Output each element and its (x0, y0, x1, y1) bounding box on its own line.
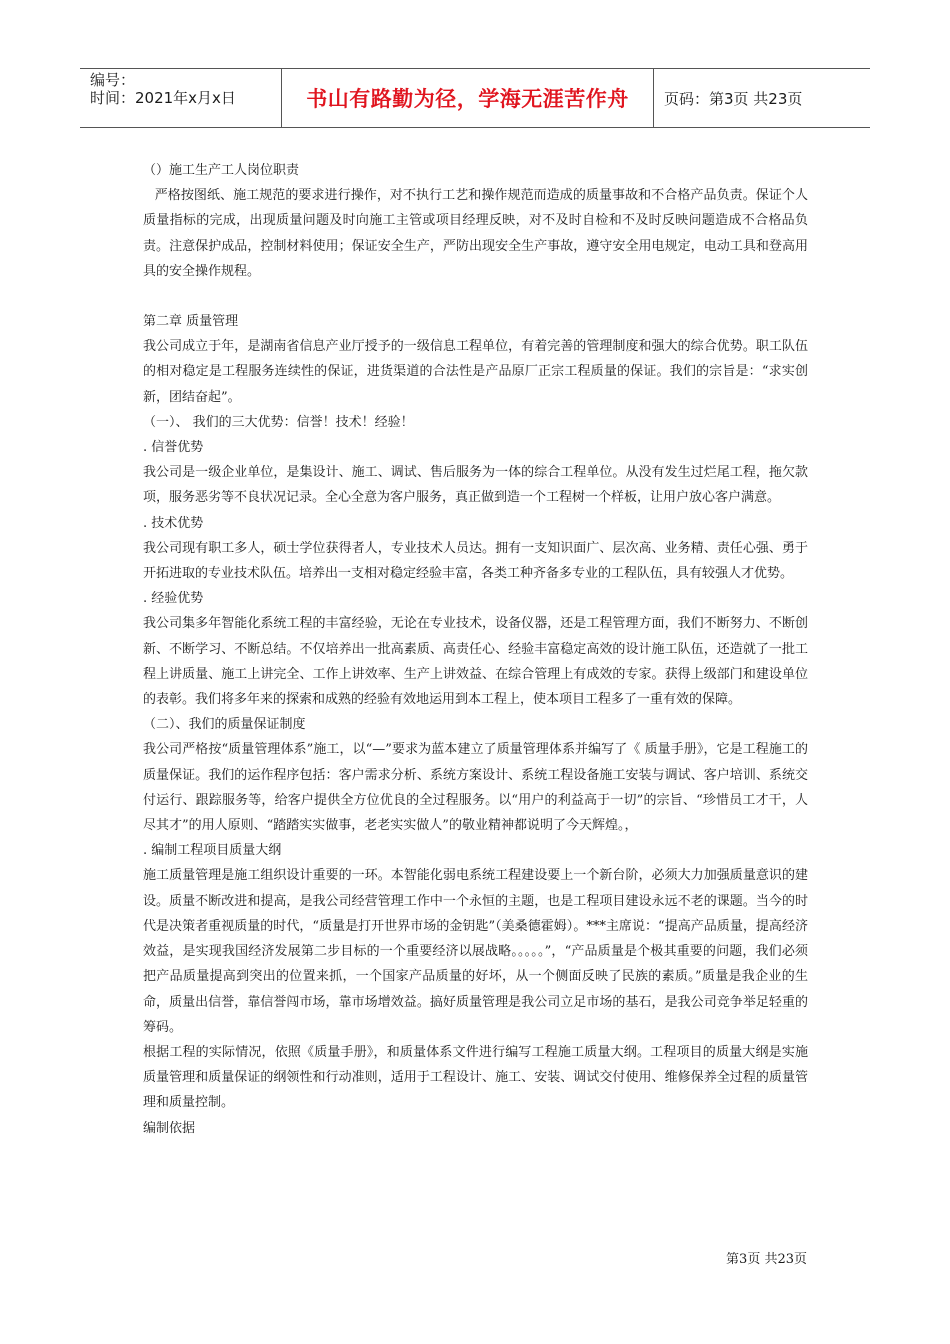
paragraph-11: 我公司集多年智能化系统工程的丰富经验，无论在专业技术，设备仪器，还是工程管理方面，我们不断努力、不断创新、不断学习、不断总结。不仅培养出一批高素质、高责任心、经验丰富稳定高效的设计施工队伍，还造就了一批工程上讲质量、施工上讲完全、工作上讲效率、生产上讲效益、在综合管理上有成效的专家。获得上级部门和建设单位的表彰。我们将多年来的探索和成熟的经验有效地运用到本工程上，使本项目工程多了一重有效的保障。 (143, 616, 808, 708)
paragraph-0: （）施工生产工人岗位职责 (143, 163, 300, 178)
paragraph-1: 严格按图纸、施工规范的要求进行操作，对不执行工艺和操作规范而造成的质量事故和不合格产品负责。保证个人质量指标的完成，出现质量问题及时向施工主管或项目经理反映，对不及时自检和不及时反映问题造成不合格品负责。注意保护成品，控制材料使用；保证安全生产，严防出现安全生产事故，遵守安全用电规定，电动工具和登高用具的安全操作规程。 (143, 188, 808, 279)
paragraph-9: 我公司现有职工多人，硕士学位获得者人，专业技术人员达。拥有一支知识面广、层次高、业务精、责任心强、勇于开拓进取的专业技术队伍。培养出一支相对稳定经验丰富，各类工种齐备多专业的工程队伍，具有较强人才优势。 (143, 540, 808, 582)
paragraph-16: 根据工程的实际情况，依照《质量手册》，和质量体系文件进行编写工程施工质量大纲。工程项目的质量大纲是实施质量管理和质量保证的纲领性和行动准则，适用于工程设计、施工、安装、调试交付使用、维修保养全过程的质量管理和质量控制。 (143, 1044, 808, 1111)
paragraph-7: 我公司是一级企业单位，是集设计、施工、调试、售后服务为一体的综合工程单位。从没有发生过烂尾工程，拖欠款项，服务恶劣等不良状况记录。全心全意为客户服务，真正做到造一个工程树一个样板，让用户放心客户满意。 (143, 465, 808, 506)
paragraph-4: 我公司成立于年，是湖南省信息产业厅授予的一级信息工程单位，有着完善的管理制度和强大的综合优势。职工队伍的相对稳定是工程服务连续性的保证，进货渠道的合法性是产品原厂正宗工程质量的保证。我们的宗旨是：“求实创新，团结奋起”。 (143, 339, 808, 405)
header-number-label: 编号： (90, 71, 136, 89)
header-motto: 书山有路勤为径，学海无涯苦作舟 (282, 69, 654, 127)
subheading-technology: . 技术优势 (143, 515, 204, 531)
header-time-label: 时间：2021年x月x日 (90, 89, 236, 107)
subheading-basis: 编制依据 (143, 1120, 196, 1136)
document-body (143, 158, 808, 1141)
header-page-label: 页码：第3页 共23页 (664, 89, 803, 108)
section-heading-2: （二）、我们的质量保证制度 (143, 717, 306, 733)
header-meta (80, 69, 282, 127)
paragraph-spacer (143, 284, 808, 309)
section-heading-1: （一）、 我们的三大优势：信誉！技术！经验！ (143, 414, 414, 430)
paragraph-15: 施工质量管理是施工组织设计重要的一环。本智能化弱电系统工程建设要上一个新台阶，必须大力加强质量意识的建设。质量不断改进和提高，是我公司经营管理工作中一个永恒的主题，也是工程项目建设永远不老的课题。当今的时代是决策者重视质量的时代，“质量是打开世界市场的金钥匙”（美桑德霍姆）。***主席说：“提高产品质量，提高经济效益，是实现我国经济发展第二步目标的一个重要经济以展战略。。。。。”，“产品质量是个极其重要的问题，我们必须把产品质量提高到突出的位置来抓，一个国家产品质量的好坏，从一个侧面反映了民族的素质。”质量是我企业的生命，质量出信誉，靠信誉闯市场，靠市场增效益。搞好质量管理是我公司立足市场的基石，是我公司竞争举足轻重的筹码。 (143, 868, 808, 1035)
chapter-heading: 第二章 质量管理 (143, 314, 239, 330)
subheading-experience: . 经验优势 (143, 591, 204, 607)
page-header (80, 68, 870, 128)
subheading-reputation: . 信誉优势 (143, 440, 204, 456)
page-footer: 第3页 共23页 (726, 1252, 807, 1267)
paragraph-13: 我公司严格按“质量管理体系”施工，以“—”要求为蓝本建立了质量管理体系并编写了《 质量手册》，它是工程施工的质量保证。我们的运作程序包括：客户需求分析、系统方案设计、系统工程设备施工安装与调试、客户培训、系统交付运行、跟踪服务等，给客户提供全方位优良的全过程服务。以“用户的利益高于一切”的宗旨、“珍惜员工才干，人尽其才”的用人原则、“踏踏实实做事，老老实实做人”的敬业精神都说明了今天辉煌。， (143, 742, 808, 834)
subheading-quality-outline: . 编制工程项目质量大纲 (143, 843, 282, 859)
